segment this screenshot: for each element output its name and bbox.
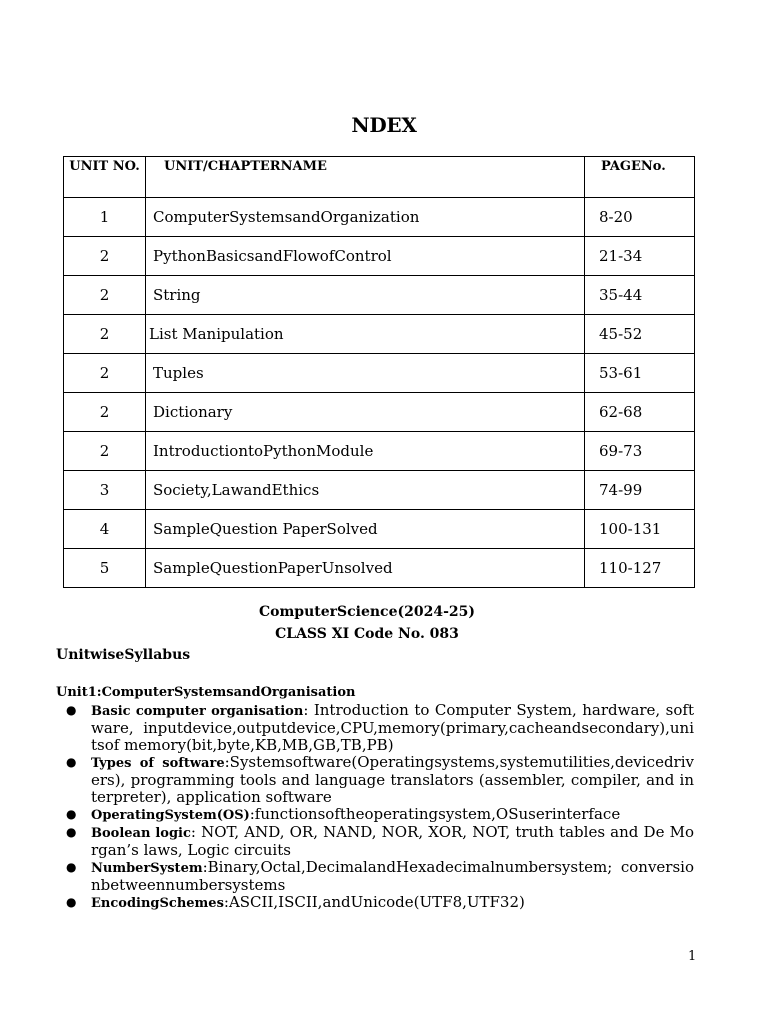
topic-description: : Introduction to Computer System, hardware, software, inputdevice,outputdevice,CPU,memory(primary,cacheandsecondary),unitsof memory(bit,byte,KB,MB,GB,TB,PB) <box>91 701 694 754</box>
bullet-icon: ● <box>66 755 77 769</box>
table-row <box>64 549 695 588</box>
topic-description: :functionsoftheoperatingsystem,OSuserinterface <box>249 805 621 823</box>
topic-description: : NOT, AND, OR, NAND, NOR, XOR, NOT, truth tables and De Morgan’s laws, Logic circuits <box>91 823 694 859</box>
page-range-cell: 8-20 <box>585 198 695 237</box>
page-range-cell: 35-44 <box>585 276 695 315</box>
index-header-row <box>64 157 695 198</box>
page-range-cell: 62-68 <box>585 393 695 432</box>
chapter-name-cell: SampleQuestion PaperSolved <box>146 510 585 549</box>
header-page-no: PAGENo. <box>585 157 695 198</box>
chapter-name-cell: Society,LawandEthics <box>146 471 585 510</box>
unit-number-cell: 2 <box>64 354 146 393</box>
chapter-name-cell: List Manipulation <box>146 315 585 354</box>
page-range-cell: 69-73 <box>585 432 695 471</box>
bullet-icon: ● <box>66 825 77 839</box>
unit-number-cell: 2 <box>64 237 146 276</box>
page-range-cell: 100-131 <box>585 510 695 549</box>
unit-heading: Unit1:ComputerSystemsandOrganisation <box>56 685 356 700</box>
unit-number-cell: 2 <box>64 393 146 432</box>
class-code: CLASS XI Code No. 083 <box>275 626 459 642</box>
page-range-cell: 45-52 <box>585 315 695 354</box>
chapter-name-cell: ComputerSystemsandOrganization <box>146 198 585 237</box>
page-number: 1 <box>688 949 697 964</box>
course-title: ComputerScience(2024-25) <box>259 604 475 620</box>
index-table <box>63 156 695 588</box>
table-row <box>64 276 695 315</box>
topic-description: :Systemsoftware(Operatingsystems,systemutilities,devicedrivers), programming tools and language translators (assembler, compiler, and interpreter), application software <box>91 753 694 806</box>
header-unit-no: UNIT NO. <box>64 157 146 198</box>
page-range-cell: 74-99 <box>585 471 695 510</box>
chapter-name-cell: String <box>146 276 585 315</box>
topic-title: OperatingSystem(OS) <box>91 808 250 823</box>
list-item <box>66 824 694 859</box>
header-chapter-name: UNIT/CHAPTERNAME <box>146 157 585 198</box>
unit-number-cell: 2 <box>64 315 146 354</box>
table-row <box>64 432 695 471</box>
topic-list <box>66 702 694 912</box>
topic-title: Boolean logic <box>91 826 191 841</box>
unit-number-cell: 5 <box>64 549 146 588</box>
list-item <box>66 859 694 894</box>
unit-number-cell: 2 <box>64 432 146 471</box>
topic-title: EncodingSchemes <box>91 896 224 911</box>
bullet-icon: ● <box>66 807 77 821</box>
table-row <box>64 471 695 510</box>
table-row <box>64 198 695 237</box>
table-row <box>64 315 695 354</box>
table-row <box>64 237 695 276</box>
page-range-cell: 21-34 <box>585 237 695 276</box>
list-item <box>66 894 694 912</box>
topic-description: :ASCII,ISCII,andUnicode(UTF8,UTF32) <box>223 893 525 911</box>
topic-title: Types of software <box>91 756 225 771</box>
unit-number-cell: 2 <box>64 276 146 315</box>
unit-number-cell: 4 <box>64 510 146 549</box>
table-row <box>64 510 695 549</box>
list-item <box>66 806 694 824</box>
topic-title: NumberSystem <box>91 861 203 876</box>
page-title: NDEX <box>351 113 417 137</box>
unit-number-cell: 3 <box>64 471 146 510</box>
syllabus-heading: UnitwiseSyllabus <box>56 647 191 663</box>
chapter-name-cell: Tuples <box>146 354 585 393</box>
topic-title: Basic computer organisation <box>91 704 304 719</box>
bullet-icon: ● <box>66 895 77 909</box>
chapter-name-cell: PythonBasicsandFlowofControl <box>146 237 585 276</box>
page-range-cell: 53-61 <box>585 354 695 393</box>
list-item <box>66 702 694 754</box>
bullet-icon: ● <box>66 703 77 717</box>
topic-description: :Binary,Octal,DecimalandHexadecimalnumbersystem; conversionbetweennumbersystems <box>91 858 694 894</box>
unit-number-cell: 1 <box>64 198 146 237</box>
chapter-name-cell: Dictionary <box>146 393 585 432</box>
list-item <box>66 754 694 806</box>
page-range-cell: 110-127 <box>585 549 695 588</box>
chapter-name-cell: SampleQuestionPaperUnsolved <box>146 549 585 588</box>
bullet-icon: ● <box>66 860 77 874</box>
table-row <box>64 354 695 393</box>
table-row <box>64 393 695 432</box>
chapter-name-cell: IntroductiontoPythonModule <box>146 432 585 471</box>
